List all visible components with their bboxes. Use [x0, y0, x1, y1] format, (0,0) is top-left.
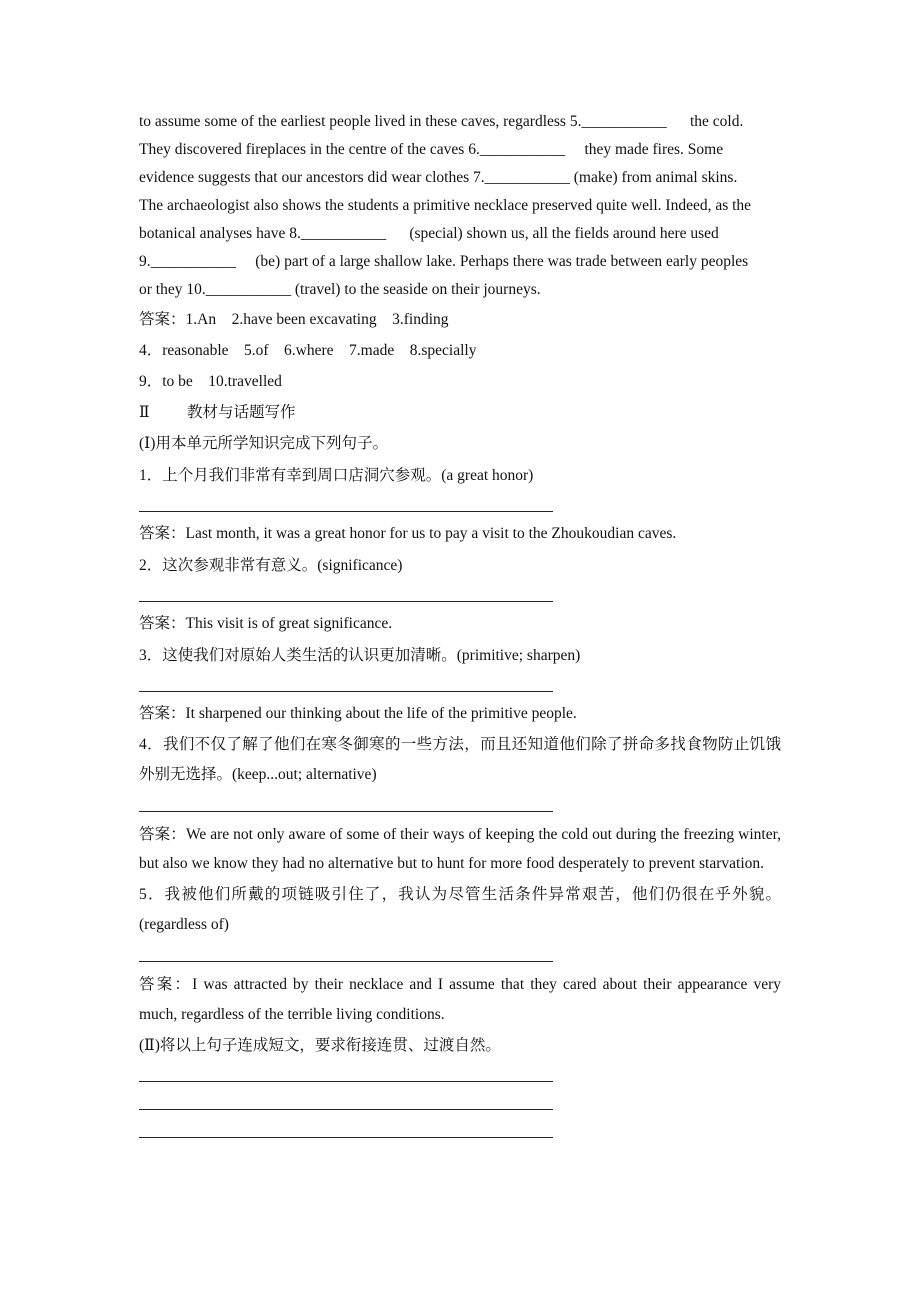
passage-line-7: or they 10.___________ (travel) to the seaside on their journeys. [139, 281, 541, 298]
item-prompt: 2．这次参观非常有意义。(significance) [139, 557, 403, 574]
essay-line-1[interactable] [139, 1060, 781, 1090]
blank-8: ___________ [300, 225, 387, 242]
answer-blank-line[interactable] [139, 670, 781, 700]
item-prompt: 3．这使我们对原始人类生活的认识更加清晰。(primitive; sharpen) [139, 647, 581, 664]
part2-heading: (Ⅱ)将以上句子连成短文，要求衔接连贯、过渡自然。 [139, 1037, 501, 1054]
answer-blank-line[interactable] [139, 940, 781, 970]
blank-5: ___________ [581, 113, 667, 130]
answer-line-3: 9．to be 10.travelled [139, 373, 282, 390]
item-answer: 答案：It sharpened our thinking about the life of the primitive people. [139, 705, 577, 722]
answer-line-2: 4．reasonable 5.of 6.where 7.made 8.specially [139, 342, 477, 359]
passage-answers [139, 306, 781, 396]
passage-line-6: 9.___________ (be) part of a large shallow lake. Perhaps there was trade between early peoples [139, 253, 749, 270]
item-2 [139, 552, 781, 638]
answer-line-1: 答案：1.An 2.have been excavating 3.finding [139, 311, 449, 328]
worksheet-page [139, 108, 781, 1146]
blank-10: ___________ [205, 281, 291, 298]
passage-line-1: to assume some of the earliest people lived in these caves, regardless 5.___________ the cold. [139, 113, 744, 130]
part1-heading: (Ⅰ)用本单元所学知识完成下列句子。 [139, 435, 388, 452]
answer-label: 答案： [139, 311, 186, 328]
blank-7: ___________ [484, 169, 570, 186]
passage-line-4: The archaeologist also shows the students a primitive necklace preserved quite well. Indeed, as the [139, 197, 752, 214]
section-heading [139, 399, 781, 427]
essay-line-2[interactable] [139, 1090, 781, 1118]
item-1 [139, 462, 781, 548]
section-number: Ⅱ [139, 404, 150, 421]
item-4 [139, 730, 781, 878]
section-title: 教材与话题写作 [187, 404, 296, 421]
item-answer: 答案：We are not only aware of some of their ways of keeping the cold out during the freezing winter, but also we know they had no alternative but to hunt for more food desperately to prevent starvation. [139, 826, 781, 872]
item-prompt: 1．上个月我们非常有幸到周口店洞穴参观。(a great honor) [139, 467, 534, 484]
item-5 [139, 880, 781, 1030]
answer-blank-line[interactable] [139, 790, 781, 820]
item-3 [139, 642, 781, 728]
essay-line-3[interactable] [139, 1118, 781, 1146]
answer-blank-line[interactable] [139, 580, 781, 610]
item-prompt: 4．我们不仅了解了他们在寒冬御寒的一些方法，而且还知道他们除了拼命多找食物防止饥饿外别无选择。(keep...out; alternative) [139, 736, 781, 783]
answer-blank-line[interactable] [139, 490, 781, 520]
item-answer: 答案：Last month, it was a great honor for us to pay a visit to the Zhoukoudian caves. [139, 525, 677, 542]
item-answer: 答案：This visit is of great significance. [139, 615, 393, 632]
item-prompt: 5．我被他们所戴的项链吸引住了，我认为尽管生活条件异常艰苦，他们仍很在乎外貌。(regardless of) [139, 886, 781, 933]
passage-line-5: botanical analyses have 8.___________ (special) shown us, all the fields around here used [139, 225, 719, 242]
passage-line-2: They discovered fireplaces in the centre of the caves 6.___________ they made fires. Some [139, 141, 724, 158]
blank-6: ___________ [479, 141, 566, 158]
blank-9: ___________ [150, 253, 236, 270]
passage [139, 108, 781, 304]
item-answer: 答案：I was attracted by their necklace and I assume that they cared about their appearance very much, regardless of the terrible living conditions. [139, 976, 781, 1023]
passage-line-3: evidence suggests that our ancestors did wear clothes 7.___________ (make) from animal skins. [139, 169, 738, 186]
